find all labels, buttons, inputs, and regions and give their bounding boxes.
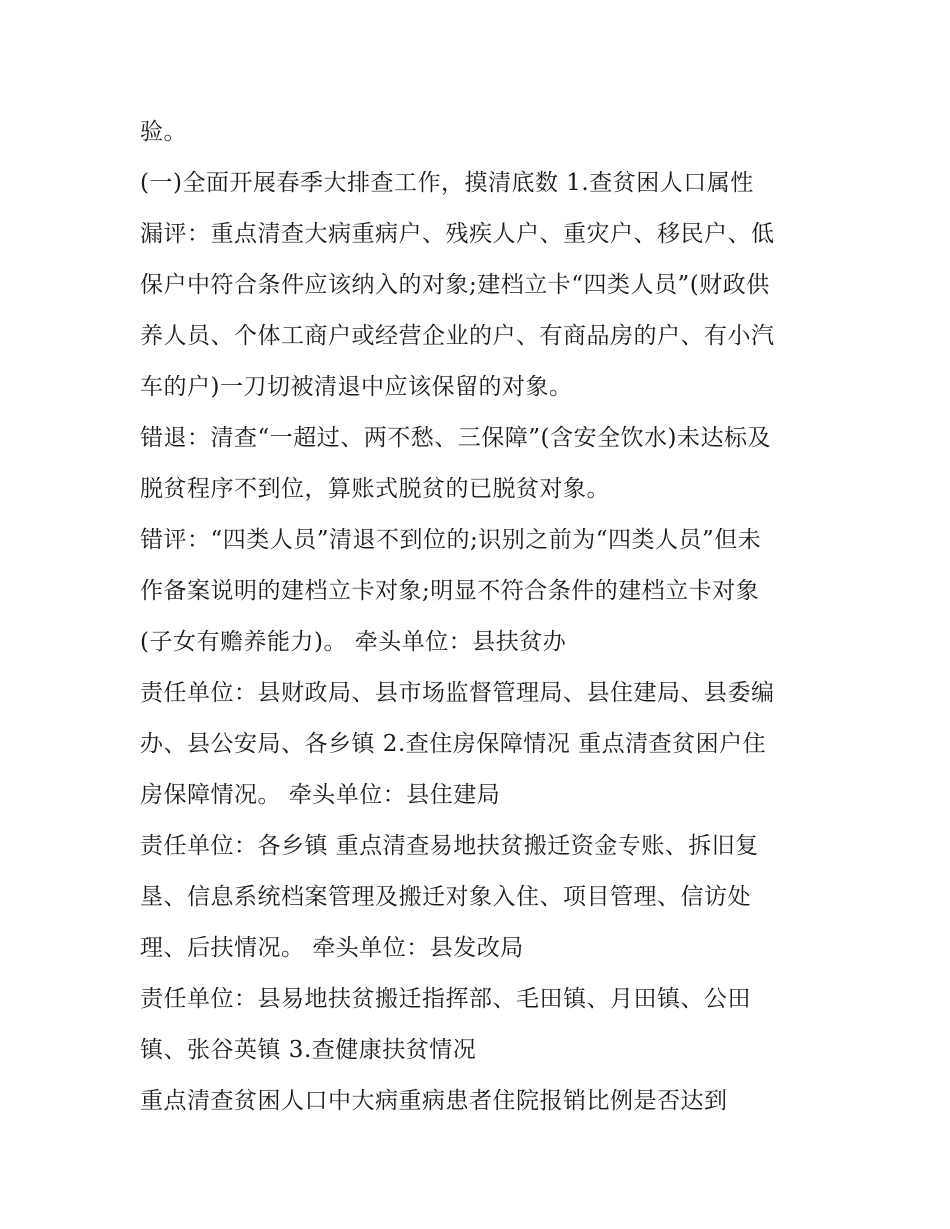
text-line: 养人员、个体工商户或经营企业的户、有商品房的户、有小汽 — [140, 323, 775, 349]
text-line: 镇、张谷英镇 3.查健康扶贫情况 — [140, 1037, 477, 1063]
text-line: 办、县公安局、各乡镇 2.查住房保障情况 重点清查贫困户住 — [140, 731, 767, 757]
text-line: 作备案说明的建档立卡对象;明显不符合条件的建档立卡对象 — [140, 578, 760, 604]
document-body — [140, 107, 820, 1127]
text-line: (一)全面开展春季大排查工作，摸清底数 1.查贫困人口属性 — [140, 170, 754, 196]
text-line: 重点清查贫困人口中大病重病患者住院报销比例是否达到 — [140, 1088, 728, 1114]
text-line: 验。 — [140, 119, 187, 145]
text-line: (子女有赡养能力)。 牵头单位：县扶贫办 — [140, 629, 567, 655]
text-line: 责任单位：各乡镇 重点清查易地扶贫搬迁资金专账、拆旧复 — [140, 833, 759, 859]
text-line: 房保障情况。 牵头单位：县住建局 — [140, 782, 501, 808]
text-line: 车的户)一刀切被清退中应该保留的对象。 — [140, 374, 573, 400]
text-line: 理、后扶情况。 牵头单位：县发改局 — [140, 935, 524, 961]
text-line: 垦、信息系统档案管理及搬迁对象入住、项目管理、信访处 — [140, 884, 751, 910]
text-line: 脱贫程序不到位，算账式脱贫的已脱贫对象。 — [140, 476, 610, 502]
text-line: 错评：“四类人员”清退不到位的;识别之前为“四类人员”但未 — [140, 527, 762, 553]
text-line: 错退：清查“一超过、两不愁、三保障”(含安全饮水)未达标及 — [140, 425, 771, 451]
text-line: 责任单位：县易地扶贫搬迁指挥部、毛田镇、月田镇、公田 — [140, 986, 751, 1012]
text-line: 保户中符合条件应该纳入的对象;建档立卡“四类人员”(财政供 — [140, 272, 770, 298]
text-line: 责任单位：县财政局、县市场监督管理局、县住建局、县委编 — [140, 680, 775, 706]
text-line: 漏评：重点清查大病重病户、残疾人户、重灾户、移民户、低 — [140, 221, 775, 247]
